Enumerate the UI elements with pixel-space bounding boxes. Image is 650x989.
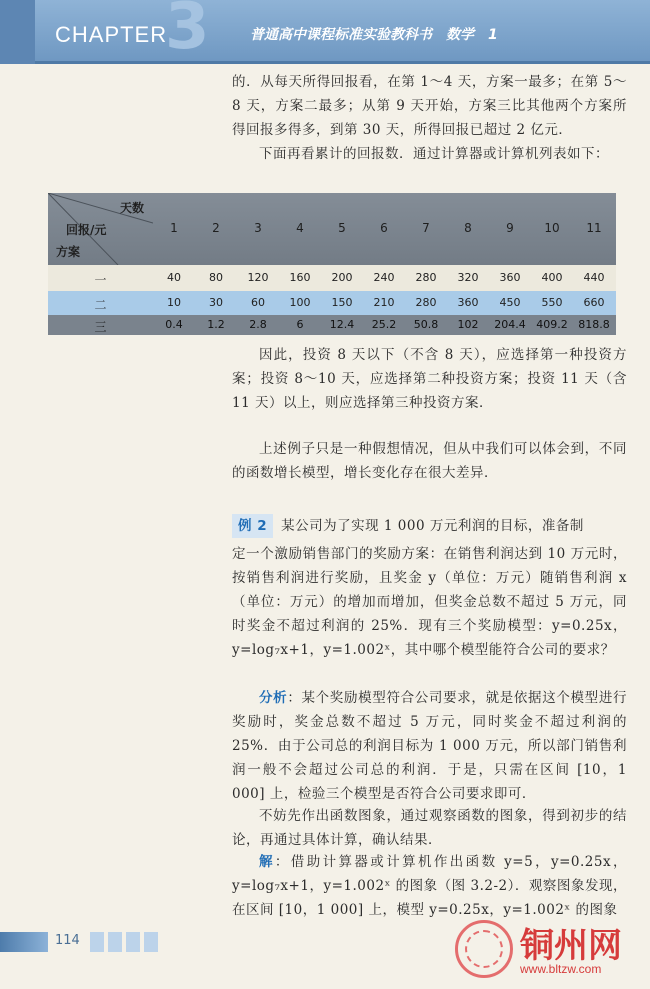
day-header-cell: 10 (544, 221, 560, 235)
analysis-paragraph (232, 686, 627, 806)
solution-tag: 解 (259, 854, 275, 870)
table-cell: 320 (457, 271, 479, 284)
row-name: 二 (94, 298, 107, 312)
header-days-label: 天数 (120, 201, 145, 215)
table-cell: 240 (373, 271, 395, 284)
table-cell: 450 (499, 296, 521, 309)
table-cell: 2.8 (249, 318, 267, 331)
table-cell: 60 (251, 296, 265, 309)
day-header-cell: 11 (586, 221, 602, 235)
example-2-lead: 某公司为了实现 1 000 万元利润的目标，准备制 (281, 518, 584, 534)
watermark-brand: 铜州网 (520, 926, 622, 966)
footer-bar (0, 932, 48, 952)
table-cell: 360 (457, 296, 479, 309)
row-name: 三 (94, 320, 107, 334)
table-cell: 204.4 (494, 318, 526, 331)
paragraph-approach: 不妨先作出函数图象，通过观察函数的图象，得到初步的结论，再通过具体计算，确认结果． (232, 808, 627, 848)
day-header-cell: 2 (212, 221, 220, 235)
table-cell: 280 (415, 271, 437, 284)
day-header-cell: 3 (254, 221, 262, 235)
table-cell: 550 (541, 296, 563, 309)
watermark-seal-icon (455, 920, 513, 978)
table-row-plan-3 (48, 315, 616, 335)
solution-paragraph (232, 850, 627, 922)
table-cell: 210 (373, 296, 395, 309)
paragraph-reflection: 上述例子只是一种假想情况，但从中我们可以体会到，不同的函数增长模型，增长变化存在很大差异． (232, 441, 627, 481)
chapter-header (0, 0, 650, 64)
table-cell: 818.8 (578, 318, 610, 331)
table-cell: 30 (209, 296, 223, 309)
footer-decor-blocks (90, 932, 162, 952)
table-cell: 200 (331, 271, 353, 284)
table-cell: 280 (415, 296, 437, 309)
table-cell: 1.2 (207, 318, 225, 331)
watermark-url: www.bltzw.com (520, 962, 602, 976)
cumulative-returns-table (48, 193, 616, 335)
example-2-first-line (232, 514, 627, 538)
day-header-cell: 5 (338, 221, 346, 235)
table-row-plan-2 (48, 291, 616, 315)
day-header-cell: 9 (506, 221, 514, 235)
table-cell: 12.4 (329, 318, 355, 331)
table-cell: 40 (167, 271, 181, 284)
table-cell: 660 (583, 296, 605, 309)
day-header-cell: 1 (170, 221, 178, 235)
table-cell: 409.2 (536, 318, 568, 331)
analysis-text: ：某个奖励模型符合公司要求，就是依据这个模型进行奖励时，奖金总数不超过 5 万元，同时奖金不超过利润的 25%．由于公司总的利润目标为 1 000 万元，所以部门销售利润一般不会超过公司总的利润．于是，只需在区间 [10，1 000] 上，检验三个模型是否符合公司要求即可． (232, 690, 628, 802)
table-cell: 100 (289, 296, 311, 309)
solution-text: ：借助计算器或计算机作出函数 y=5，y=0.25x，y=log₇x+1，y=1.002ˣ 的图象（图 3.2-2）．观察图象发现，在区间 [10，1 000] 上，模型 y=0.25x，y=1.002ˣ 的图象 (232, 854, 627, 918)
table-cell: 160 (289, 271, 311, 284)
header-plan-label: 方案 (56, 245, 81, 259)
table-cell: 0.4 (165, 318, 183, 331)
header-strip (0, 0, 35, 64)
table-cell: 400 (541, 271, 563, 284)
paragraph-cumulative-intro: 下面再看累计的回报数．通过计算器或计算机列表如下： (259, 146, 609, 162)
day-header-cell: 7 (422, 221, 430, 235)
table-header (48, 193, 616, 265)
book-title: 普通高中课程标准实验教科书 数学 1 (250, 27, 498, 43)
chapter-number: 3 (165, 0, 210, 64)
paragraph-returns-summary: 的．从每天所得回报看，在第 1～4 天，方案一最多；在第 5～8 天，方案二最多；从第 9 天开始，方案三比其他两个方案所得回报多得多，到第 30 天，所得回报已超过 2 亿元． (232, 74, 627, 138)
table-cell: 102 (457, 318, 479, 331)
row-name: 一 (94, 273, 107, 287)
paragraph-conclusion: 因此，投资 8 天以下（不含 8 天），应选择第一种投资方案；投资 8～10 天，应选择第二种投资方案；投资 11 天（含 11 天）以上，则应选择第三种投资方案． (232, 347, 627, 411)
day-header-cell: 4 (296, 221, 304, 235)
table-cell: 80 (209, 271, 223, 284)
table-cell: 10 (167, 296, 181, 309)
table-cell: 6 (296, 318, 304, 331)
table-cell: 440 (583, 271, 605, 284)
table-cell: 360 (499, 271, 521, 284)
analysis-tag: 分析 (259, 690, 288, 706)
day-header-cell: 6 (380, 221, 388, 235)
example-tag: 例 2 (232, 514, 273, 538)
day-header-cell: 8 (464, 221, 472, 235)
table-cell: 50.8 (413, 318, 439, 331)
page-number: 114 (55, 933, 80, 948)
table-row-plan-1 (48, 265, 616, 291)
table-cell: 120 (247, 271, 269, 284)
chapter-label: CHAPTER (55, 22, 168, 47)
example-2-body: 定一个激励销售部门的奖励方案：在销售利润达到 10 万元时，按销售利润进行奖励，且奖金 y（单位：万元）随销售利润 x（单位：万元）的增加而增加，但奖金总数不超过 5 万元，同时奖金不超过利润的 25%．现有三个奖励模型：y=0.25x，y=log₇x+1，y=1.002ˣ，其中哪个模型能符合公司的要求？ (232, 546, 627, 658)
header-return-label: 回报/元 (66, 223, 107, 237)
table-cell: 150 (331, 296, 353, 309)
table-cell: 25.2 (371, 318, 397, 331)
